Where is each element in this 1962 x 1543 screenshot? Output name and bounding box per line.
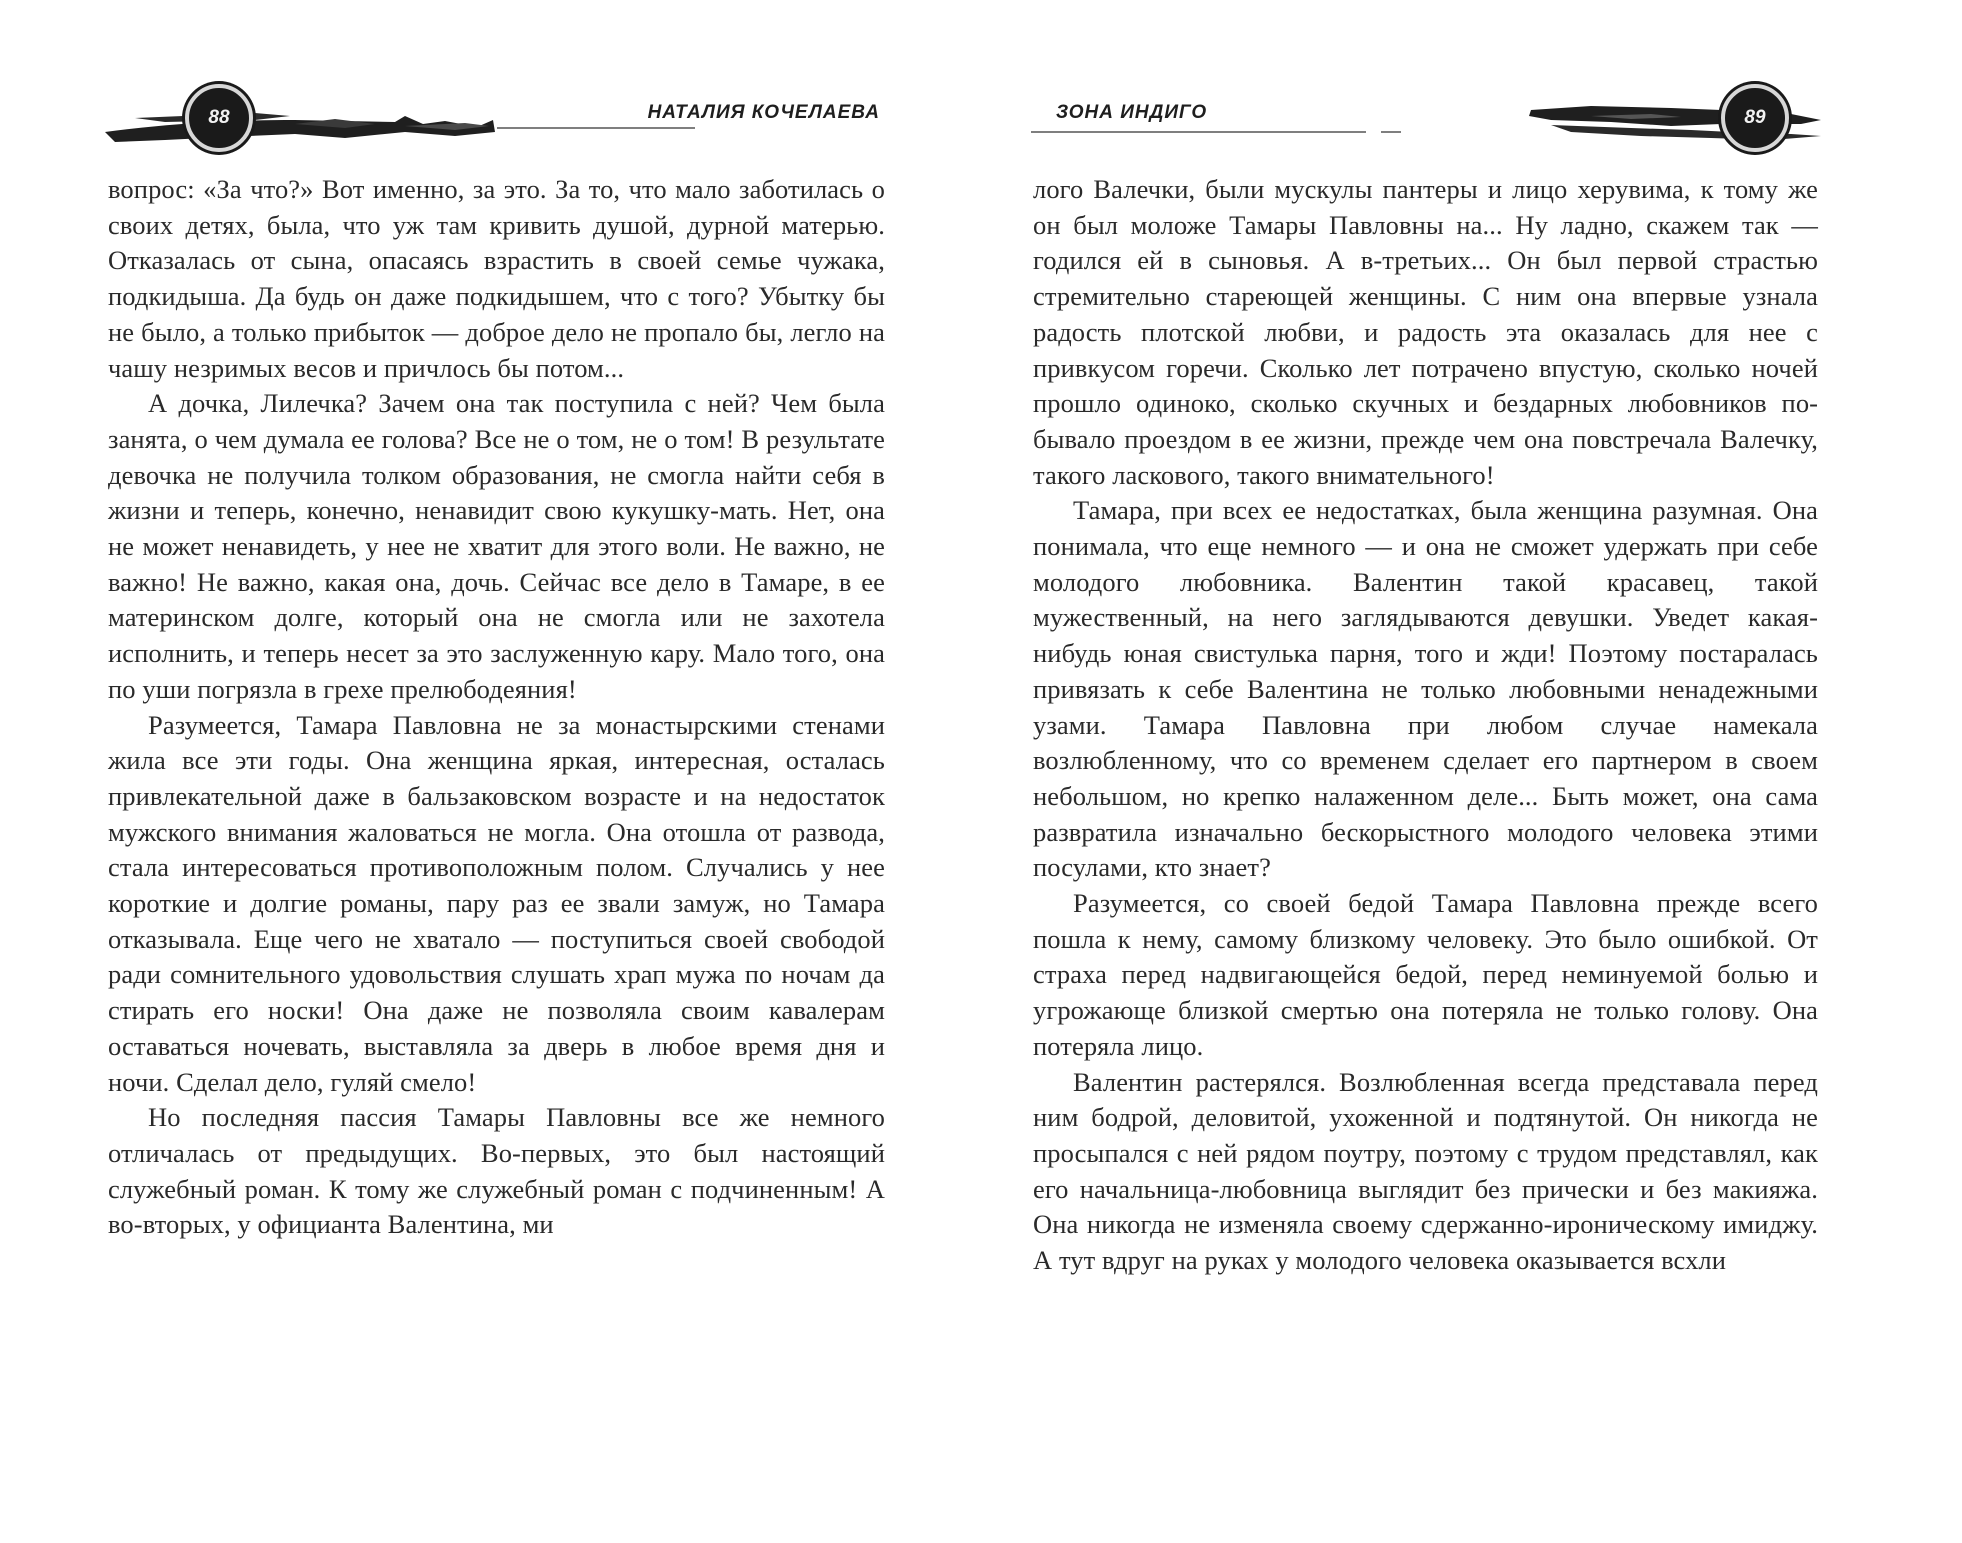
page-number-badge (185, 84, 253, 152)
right-page (981, 0, 1962, 1543)
page-number: 89 (1744, 107, 1766, 128)
paragraph: Разумеется, Тамара Павловна не за монастырскими стенами жила все эти годы. Она женщина яркая, интересная, осталась привлекательной даже в бальзаковском возрасте и на недостаток мужского внимания жаловаться не могла. Она отошла от развода, стала интересоваться противоположным полом. Случались у нее короткие и долгие романы, пару раз ее звали замуж, но Тамара отказывала. Еще чего не хватало — поступиться своей свободой ради сомнительного удовольствия слушать храп мужа по ночам да стирать его носки! Она даже не позволяла своим кавалерам оставаться ночевать, выставляла за дверь в любое время дня и ночи. Сделал дело, гуляй смело! (108, 709, 885, 1097)
running-head-title: ЗОНА ИНДИГО (1056, 102, 1208, 123)
page-number: 88 (208, 107, 230, 128)
paragraph: Валентин растерялся. Возлюбленная всегда представала перед ним бодрой, деловитой, ухоженной и подтянутой. Он никогда не просыпался с ней рядом поутру, поэтому с трудом представлял, как его начальница-любовница выглядит без прически и без макияжа. Она никогда не изменяла своему сдержанно-ироническому имиджу. А тут вдруг на руках у молодого человека оказывается всхли (1033, 1066, 1818, 1276)
left-page-header (105, 80, 890, 160)
right-page-header (1031, 80, 1821, 160)
paragraph: Тамара, при всех ее недостатках, была женщина разумная. Она понимала, что еще немного — и она не сможет удержать при себе молодого любовника. Валентин такой красавец, такой мужественный, на него заглядываются девушки. Уведет какая-нибудь юная свистулька парня, того и жди! Поэтому постаралась привязать к себе Валентина не только любовными ненадежными узами. Тамара Павловна при любом случае намекала возлюбленному, что со временем сделает его партнером в своем небольшом, но крепко налаженном деле... Быть может, она сама развратила изначально бескорыстного молодого человека этими посулами, кто знает? (1033, 495, 1818, 883)
right-page-body-text (1033, 172, 1818, 1279)
paragraph: А дочка, Лилечка? Зачем она так поступила с ней? Чем была занята, о чем думала ее голова? Все не о том, не о том! В результате девочка не получила толком образования, не смогла найти себя в жизни и теперь, конечно, ненавидит свою кукушку-мать. Нет, она не может ненавидеть, у нее не хватит для этого воли. Не важно, не важно! Не важно, какая она, дочь. Сейчас все дело в Тамаре, в ее материнском долге, который она не смогла или не захотела исполнить, и теперь несет за это заслуженную кару. Мало того, она по уши погрязла в грехе прелюбодеяния! (108, 388, 885, 704)
paragraph: вопрос: «За что?» Вот именно, за это. За то, что мало заботилась о своих детях, была, что уж там кривить душой, дурной матерью. Отказалась от сына, опасаясь взрастить в своей семье чужака, подкидыша. Да будь он даже подкидышем, что с того? Убытку бы не было, а только прибыток — доброе дело не пропало бы, легло на чашу незримых весов и причлось бы потом... (108, 174, 885, 383)
paragraph: лого Валечки, были мускулы пантеры и лицо херувима, к тому же он был моложе Тамары Павловны на... Ну ладно, скажем так — годился ей в сыновья. А в-третьих... Он был первой страстью стремительно стареющей женщины. С ним она впервые узнала радость плотской любви, и радость эта оказалась для нее с привкусом горечи. Сколько лет потрачено впустую, сколько ночей прошло одиноко, сколько скучных и бездарных любовников побывало проездом в ее жизни, прежде чем она повстречала Валечку, такого ласкового, такого внимательного! (1033, 174, 1818, 490)
left-page-body-text (108, 172, 885, 1243)
paragraph: Разумеется, со своей бедой Тамара Павловна прежде всего пошла к нему, самому близкому человеку. Это было ошибкой. От страха перед надвигающейся бедой, перед неминуемой болью и угрожающе близкой смертью она потеряла не только голову. Она потеряла лицо. (1033, 888, 1818, 1061)
page-number-badge (1721, 84, 1789, 152)
paragraph: Но последняя пассия Тамары Павловны все же немного отличалась от предыдущих. Во-первых, это был настоящий служебный роман. К тому же служебный роман с подчиненным! А во-вторых, у официанта Валентина, ми (108, 1102, 885, 1240)
running-head-author: НАТАЛИЯ КОЧЕЛАЕВА (647, 102, 880, 123)
